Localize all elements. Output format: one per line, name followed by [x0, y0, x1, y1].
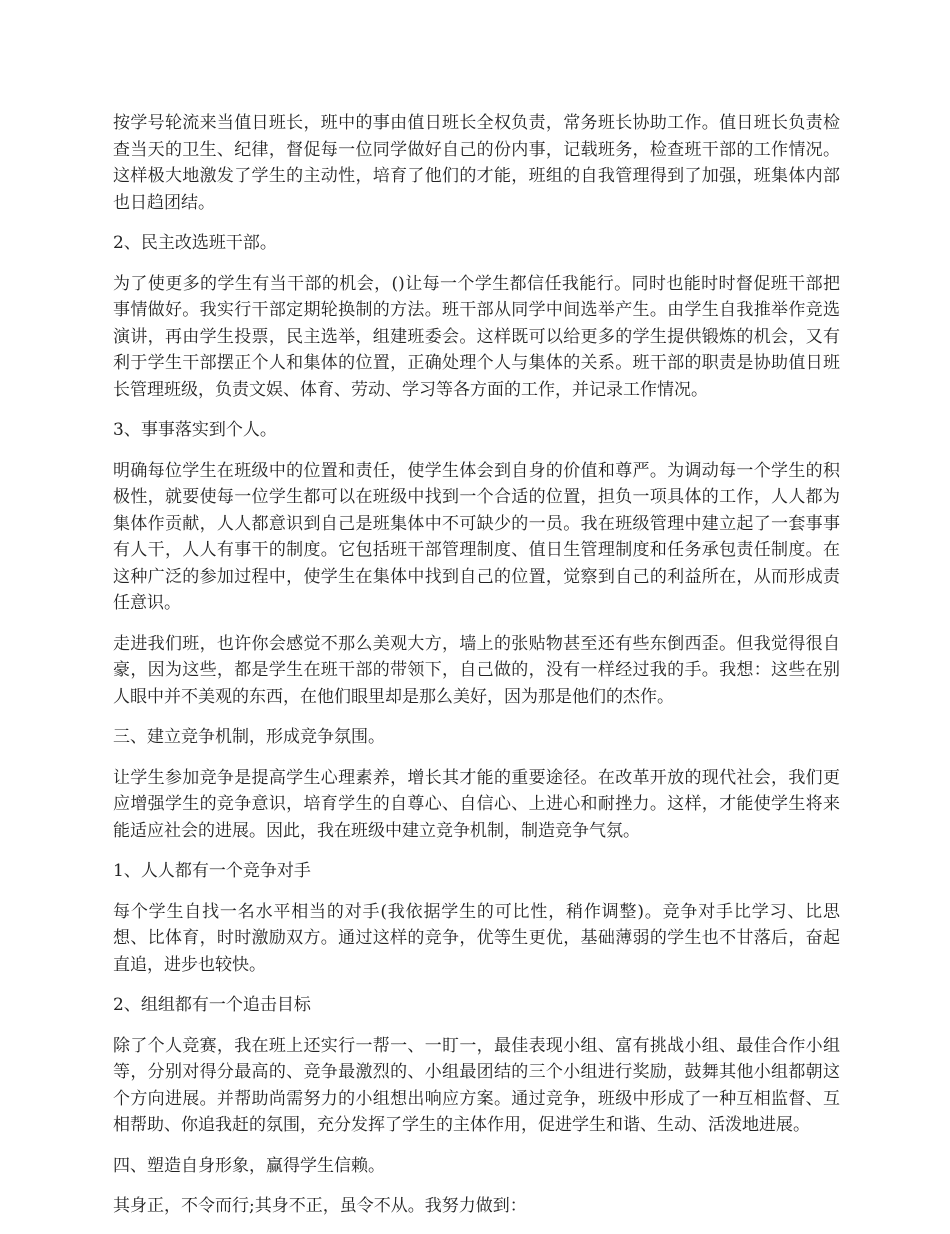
- heading-democratic-election: 2、民主改选班干部。: [113, 233, 277, 253]
- heading-self-image: 四、塑造自身形象，赢得学生信赖。: [113, 1155, 385, 1176]
- heading-every-student-rival: 1、人人都有一个竞争对手: [113, 861, 311, 881]
- paragraph-cadre-rotation: 为了使更多的学生有当干部的机会，()让每一个学生都信任我能行。同时也能时时督促班干部把事情做好。我实行干部定期轮换制的方法。班干部从同学中间选举产生。由学生自我推举作竞选演讲，再由学生投票，民主选举，组建班委会。这样既可以给更多的学生提供锻炼的机会，又有利于学生干部摆正个人和集体的位置，正确处理个人与集体的关系。班干部的职责是协助值日班长管理班级，负责文娱、体育、劳动、学习等各方面的工作，并记录工作情况。: [113, 273, 840, 400]
- paragraph-group-competition: 除了个人竞赛，我在班上还实行一帮一、一盯一，最佳表现小组、富有挑战小组、最佳合作小组等，分别对得分最高的、竞争最激烈的、小组最团结的三个小组进行奖励，鼓舞其他小组都朝这个方向进展。并帮助尚需努力的小组想出响应方案。通过竞争，班级中形成了一种互相监督、互相帮助、你追我赶的氛围，充分发挥了学生的主体作用，促进学生和谐、生动、活泼地进展。: [113, 1035, 840, 1135]
- heading-group-targets: 2、组组都有一个追击目标: [113, 995, 311, 1015]
- paragraph-duty-monitor: 按学号轮流来当值日班长，班中的事由值日班长全权负责，常务班长协助工作。值日班长负责检查当天的卫生、纪律，督促每一位同学做好自己的份内事，记载班务，检查班干部的工作情况。这样极大地激发了学生的主动性，培育了他们的才能，班组的自我管理得到了加强，班集体内部也日趋团结。: [113, 113, 840, 213]
- heading-competition-mechanism: 三、建立竞争机制，形成竞争氛围。: [113, 727, 385, 747]
- paragraph-competition: 让学生参加竞争是提高学生心理素养，增长其才能的重要途径。在改革开放的现代社会，我们更应增强学生的竞争意识，培育学生的自尊心、自信心、上进心和耐挫力。这样，才能使学生将来能适应社会的进展。因此，我在班级中建立竞争机制，制造竞争气氛。: [113, 767, 840, 841]
- paragraph-responsibility: 明确每位学生在班级中的位置和责任，使学生体会到自身的价值和尊严。为调动每一个学生的积极性，就要使每一位学生都可以在班级中找到一个合适的位置，担负一项具体的工作，人人都为集体作贡献，人人都意识到自己是班集体中不可缺少的一员。我在班级管理中建立起了一套事事有人干，人人有事干的制度。它包括班干部管理制度、值日生管理制度和任务承包责任制度。在这种广泛的参加过程中，使学生在集体中找到自己的位置，觉察到自己的利益所在，从而形成责任意识。: [113, 460, 840, 613]
- paragraph-rivals: 每个学生自找一名水平相当的对手(我依据学生的可比性，稍作调整)。竞争对手比学习、比思想、比体育，时时激励双方。通过这样的竞争，优等生更优，基础薄弱的学生也不甘落后，奋起直追，进步也较快。: [113, 901, 840, 975]
- heading-tasks-to-individuals: 3、事事落实到个人。: [113, 420, 277, 440]
- document-body: [113, 110, 840, 1234]
- paragraph-lead-by-example: 其身正，不令而行;其身不正，虽令不从。我努力做到：: [113, 1196, 527, 1216]
- paragraph-our-class: 走进我们班，也许你会感觉不那么美观大方，墙上的张贴物甚至还有些东倒西歪。但我觉得很自豪，因为这些，都是学生在班干部的带领下，自己做的，没有一样经过我的手。我想：这些在别人眼中并不美观的东西，在他们眼里却是那么美好，因为那是他们的杰作。: [113, 633, 840, 707]
